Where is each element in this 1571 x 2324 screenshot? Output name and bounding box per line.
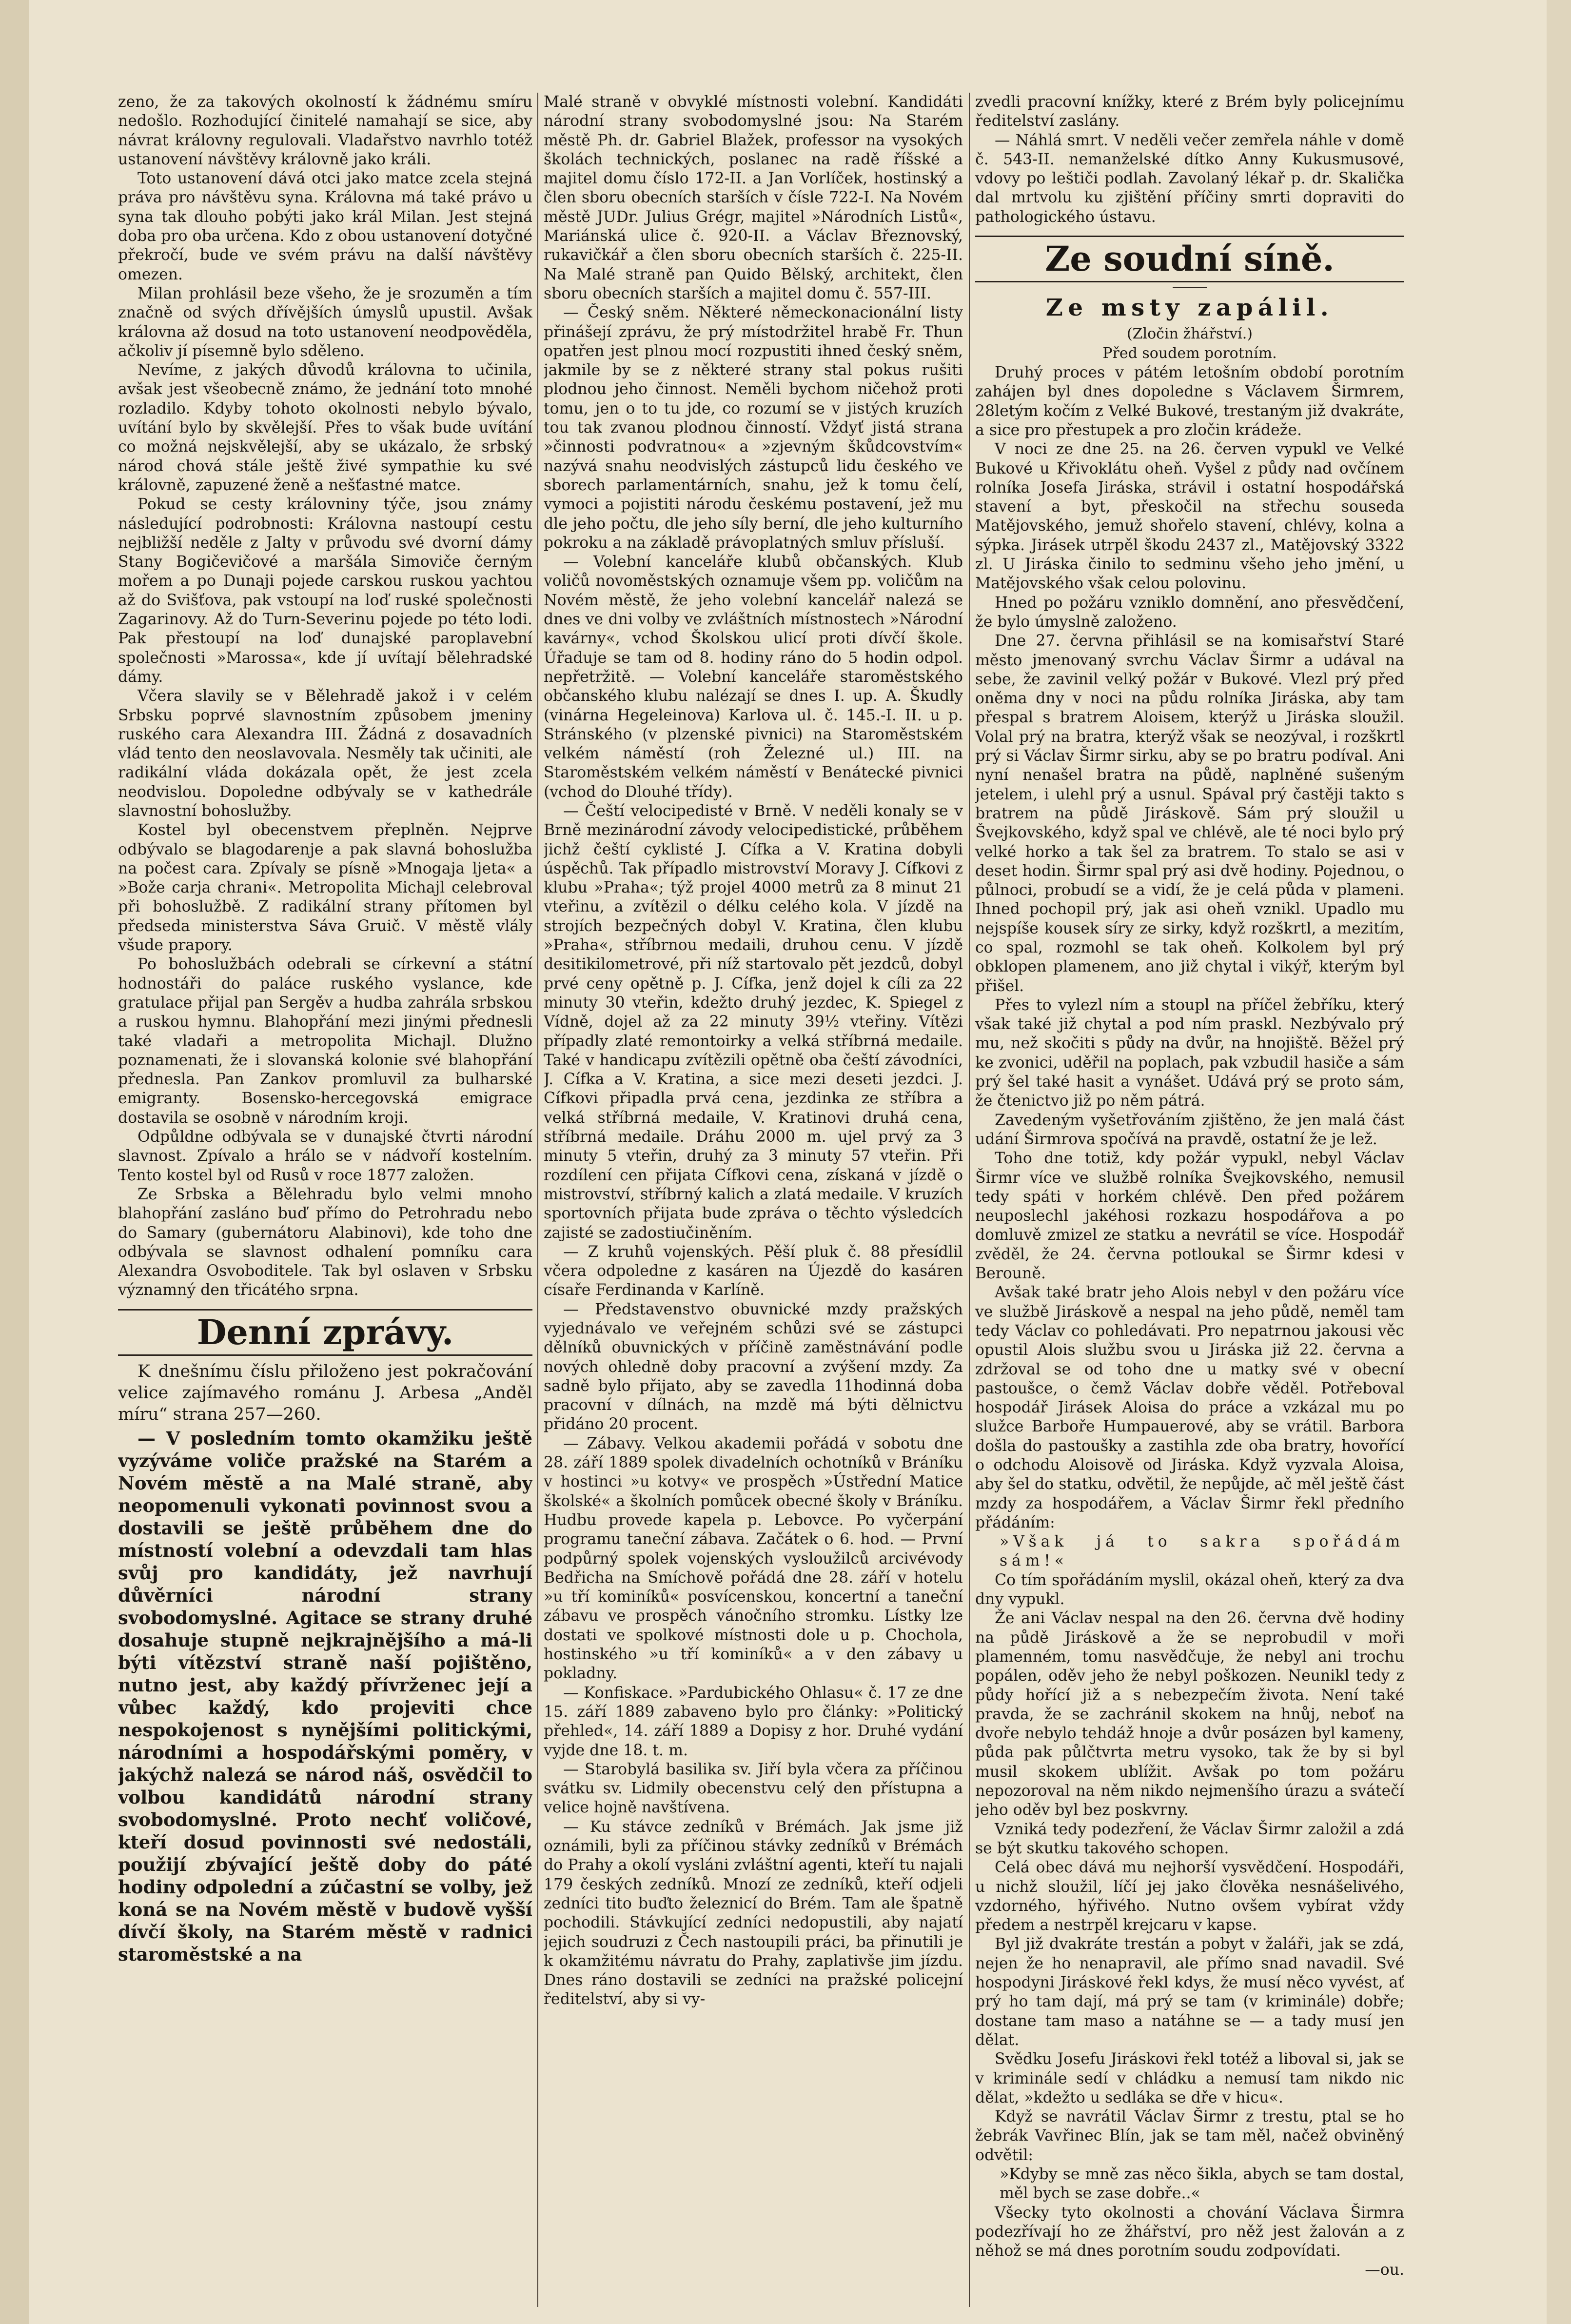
paragraph: Nevíme, z jakých důvodů královna to učinila, avšak jest všeobecně známo, že jednání toto mnohé rozladilo. Kdyby tohoto okolnosti nebylo bývalo, uvítání bylo by skvělejší. Přes to však bude uvítání co možná nejskvělejší, aby se ukázalo, že srbský národ chová stále ještě živé sympathie ku své královně, zapuzené ženě a nešťastné matce. xyxy=(118,361,532,494)
paragraph: Svědku Josefu Jiráskovi řekl totéž a liboval si, jak se v kriminále sedí v chládku a nemusí tam nikdo nic dělat, »kdežto u sedláka se dře v hicu«. xyxy=(975,2050,1404,2106)
article-title: Ze msty zapálil. xyxy=(1045,294,1334,322)
news-item-entertainment: — Zábavy. Velkou akademii pořádá v sobotu dne 28. září 1889 spolek divadelních ochotníků v Bráníku v hostinci »u kotvy« ve prospěch »Ústřední Matice školské« a školních pomůcek obecné školy v Bráníku. Hudbu provede kapela p. Lebovce. Po vyčerpání programu taneční zábava. Začátek o 6. hod. — První podpůrný spolek vojenských vysloužilců arcivévody Bedřicha na Smíchově pořádá dne 28. září v hotelu »u tří kominíků« posvícenskou, koncertní a taneční zábavu ve prospěch vánočního stromku. Lístky lze dostati ve spolkové místnosti dole u p. Chochola, hostinského »u tří kominíků« a v den zábavy u pokladny. xyxy=(544,1434,963,1683)
paragraph: Po bohoslužbách odebrali se církevní a státní hodnostáři do paláce ruského vyslance, kde gratulace přijal pan Sergěv a hudba zahrála srbskou a ruskou hymnu. Blahopřání mezi jinými přednesli také vladaři a metropolita Michajl. Dlužno poznamenati, že i slovanská kolonie své blahopřání přednesla. Pan Zankov promluvil za bulharské emigranty. Bosensko-hercegovská emigrace dostavila se osobně v národním kroji. xyxy=(118,955,532,1127)
paragraph: Druhý proces v pátém letošním období porotním zahájen byl dnes dopoledne s Václavem Širmrem, 28letým kočím z Velké Bukové, trestaným již dvakráte, a sice pro přestupek a pro zločin krádeže. xyxy=(975,364,1404,439)
paragraph: Toto ustanovení dává otci jako matce zcela stejná práva pro návštěvu syna. Královna má také právo u syna tak dlouho pobýti jako král Milan. Jest stejná doba pro oba určena. Kdo z obou ustanovení dotyčné překročí, bude ve svém právu na další návštěvy omezen. xyxy=(118,170,532,283)
separator xyxy=(1173,287,1207,288)
section-title: Denní zprávy. xyxy=(196,1311,454,1352)
paragraph: Kostel byl obecenstvem přeplněn. Nejprve odbývalo se blagodarenje a pak slavná bohoslužba na počest cara. Zpívaly se písně »Mnogaja ljeta« a »Bože carja chrani«. Metropolita Michajl celebroval při bohoslužbě. Z radikální strany přítomen byl předseda ministerstva Sáva Gruič. V městě vlály všude prapory. xyxy=(118,821,532,954)
news-item-shoemakers: — Představenstvo obuvnické mzdy pražských vyjednávalo ve veřejném schůzi své se zástupci dělníků obuvnických v příčině zaměstnávání podle nových ohledně doby pracovní a zvýšení mzdy. Za sadně bylo přijato, aby se zavedla 11hodinná doba pracovní v dílnách, na mzdě má býti dělnictvu přidáno 20 procent. xyxy=(544,1300,963,1433)
paragraph: Všecky tyto okolnosti a chování Václava Širmra podezřívají ho ze žhářství, pro něž jest žalován a z něhož se má dnes porotním soudu zodpovídati. xyxy=(975,2204,1404,2260)
article-subtitle: (Zločin žhářství.) xyxy=(1126,325,1253,343)
paragraph: zvedli pracovní knížky, které z Brém byly policejnímu ředitelství zaslány. xyxy=(975,93,1404,130)
news-item-czech-diet: — Český sněm. Některé německonacionální listy přinášejí zprávu, že prý místodržitel hrabě Fr. Thun opatřen jest plnou mocí rozpustiti ihned český sněm, jakmile by se z některé strany stal pokus rušiti plodnou jeho činnost. Neměli bychom ničehož proti tomu, jen o to tu jde, co rozumí se v jistých kruzích tou tak zvanou plodnou činností. Vždyť jistá strana »činnosti podvratnou« a »zjevným škůdcovstvím« nazývá snahu neodvislých zástupců lidu českého ve sborech parlamentárních, snahu, jež k tomu čelí, vymoci a pojistiti národu českému postavení, jež mu dle jeho počtu, dle jeho síly berní, dle jeho kulturního pokroku a na základě právoplatných smluv přísluší. xyxy=(544,304,963,552)
paragraph: Odpůldne odbývala se v dunajské čtvrti národní slavnost. Zpívalo a hrálo se v nádvoří kostelním. Tento kostel byl od Rusů v roce 1877 založen. xyxy=(118,1128,532,1184)
page-edge-right xyxy=(1547,0,1571,2324)
column-rule xyxy=(537,93,538,2307)
section-header-daily-news xyxy=(118,1309,532,1356)
section-rule xyxy=(975,281,1404,282)
paragraph: Když se navrátil Václav Širmr z trestu, ptal se ho žebrák Vavřinec Blín, jak se tam měl, načež obviněný odvětil: xyxy=(975,2108,1404,2164)
quote: »Kdyby se mně zas něco šikla, abych se tam dostal, měl bych se zase dobře..« xyxy=(1000,2165,1404,2203)
column-3 xyxy=(975,93,1404,2307)
page-edge-left xyxy=(0,0,29,2324)
section-title: Ze soudní síně. xyxy=(1045,238,1335,279)
column-1 xyxy=(118,93,532,2307)
paragraph: Avšak také bratr jeho Alois nebyl v den požáru více ve službě Jiráskově a nespal na jeho půdě, neměl tam tedy Václav co pohledávati. Pro nepatrnou jakousi věc opustil Alois službu svou u Jiráska již 22. června a zdržoval se od toho dne u matky své v obecní pastoušce, o čemž Václav dobře věděl. Potřeboval hospodář Jirásek Aloisa do práce a vzkázal mu po služce Barboře Humpauerové, aby se vrátil. Barbora došla do pastoušky a zastihla zde oba bratry, hovořící o odchodu Aloisově od Jiráska. Když vyzvala Aloisa, aby šel do statku, odvětil, že nepůjde, ač měl ještě část mzdy za hospodářem, a Václav Širmr řekl předního přádáním: xyxy=(975,1284,1404,1531)
paragraph: Přes to vylezl ním a stoupl na příčel žebříku, který však také již chytal a pod ním praskl. Nezbývalo prý mu, než skočiti s půdy na dvůr, na hnojiště. Běžel prý ke zvonici, uděřil na poplach, pak vzbudil hasiče a sám prý šel také hasit a vynášet. Udává prý se proto sám, že čtenictvo již po něm pátrá. xyxy=(975,996,1404,1110)
paragraph: Toho dne totiž, kdy požár vypukl, nebyl Václav Širmr více ve službě rolníka Švejkovského, nemusil tedy spáti v horkém chlévě. Den před požárem neuposlechl jakéhosi rozkazu hospodářova a po domluvě zmizel ze statku a nevrátil se více. Hospodář zvěděl, že 24. června potloukal se Širmr kdesi v Berouně. xyxy=(975,1150,1404,1283)
news-item-cyclists: — Čeští velocipedisté v Brně. V neděli konaly se v Brně mezinárodní závody velocipedistické, průběhem jichž čeští cyklisté J. Cífka a V. Kratina dobyli úspěchů. Tak případlo mistrovství Moravy J. Cífkovi z klubu »Praha«; týž projel 4000 metrů za 8 minut 21 vteřinu, a zvítězil o délku celého kola. V jízdě na strojích bezpečných dobyl V. Kratina, člen klubu »Praha«, stříbrnou medaili, druhou cenu. V jízdě desitikilometrové, při níž startovalo pět jezdců, dobyl prvé ceny opětně p. J. Cífka, jenž dojel k cíli za 22 minuty 30 vteřin, kdežto druhý jezdec, K. Spiegel z Vídně, dojel až za 22 minuty 39½ vteřiny. Vítězi případly zlaté remontoirky a velká stříbrná medaile. Také v handicapu zvítězili opětně oba čeští závodníci, J. Cífka a V. Kratina, a sice mezi deseti jezdci. J. Cífkovi připadla prvá cena, jezdinka ze stříbra a velká stříbrná medaile, V. Kratinovi druhá cena, stříbrná medaile. Dráhu 2000 m. ujel prvý za 3 minuty 5 vteřin, druhý za 3 minuty 57 vteřin. Při rozdílení cen přijata Cífkovi cena, získaná v jízdě o mistrovství, stříbrný kalich a zlatá medaile. V kruzích sportovních přijata bude zpráva o těchto výsledcích zajisté se zadostiučiněním. xyxy=(544,802,963,1242)
paragraph: Dne 27. června přihlásil se na komisařství Staré město jmenovaný svrchu Václav Širmr a udával na sebe, že zavinil velký požár v Bukové. Vlezl prý před oněma dny v noci na půdu rolníka Jiráska, aby tam přespal s bratrem Aloisem, kterýž u Jiráska sloužil. Volal prý na bratra, kterýž však se neozýval, i rozškrtl prý si Václav Širmr sirku, aby se po bratru podíval. Ani nyní nenašel bratra na půdě, naplněné sušeným jetelem, i ulehl prý a usnul. Spával prý častěji takto s bratrem na půdě Jiráskově. Sám prý sloužil u Švejkovského, když spal ve chlévě, ale té noci bylo prý velké horko a tak šel za bratrem. To stalo se asi v deset hodin. Širmr spal prý asi dvě hodiny. Pojednou, o půlnoci, probudí se a vidí, že je celá půda v plameni. Ihned pochopil prý, jak asi oheň vznikl. Upadlo mu nejspíše kousek síry ze sirky, když rozškrtl, a mezitím, co spal, rozmohl se tak oheň. Kolkolem byl prý obklopen plamenem, ano již chytal i vikýř, kterým byl přišel. xyxy=(975,632,1404,995)
paragraph: Pokud se cesty královniny týče, jsou známy následující podrobnosti: Královna nastoupí cestu nejbližší neděle z Jalty v průvodu své dvorní dámy Stany Bogičevičové a maršála Simoviče černým mořem a po Dunaji pojede carskou ruskou yachtou až do Svišťova, pak vstoupí na loď ruské společnosti Zagarinovy. Až do Turn-Severinu pojede po této lodi. Pak přestoupí na loď dunajské paroplavební společnosti »Marossa«, kde jí uvítají bělehradské dámy. xyxy=(118,496,532,686)
news-item-confiscation: — Konfiskace. »Pardubického Ohlasu« č. 17 ze dne 15. září 1889 zabaveno bylo pro články: »Politický přehled«, 14. září 1889 a Dopisy z hor. Druhé vydání vyjde dne 18. t. m. xyxy=(544,1684,963,1759)
paragraph: Vzniká tedy podezření, že Václav Širmr založil a zdá se být skutku takového schopen. xyxy=(975,1820,1404,1857)
paragraph: Co tím spořádáním myslil, okázal oheň, který za dva dny vypukl. xyxy=(975,1571,1404,1609)
paragraph: Zavedeným vyšetřováním zjištěno, že jen malá část udání Širmrova spočívá na pravdě, ostatní že je lež. xyxy=(975,1111,1404,1148)
article-subtitle: Před soudem porotním. xyxy=(1102,345,1277,362)
column-2 xyxy=(544,93,963,2307)
election-appeal: — V posledním tomto okamžiku ještě vyzýváme voliče pražské na Starém a Novém městě a na Malé straně, aby neopomenuli vykonati povinnost svou a dostavili se ještě průběhem dne do místností volební a odevzdali tam hlas svůj pro kandidáty, jež navrhují důvěrníci národní strany svobodomyslné. Agitace se strany druhé dosahuje stupně nejkrajnějšího a má-li býti vítězství straně naší pojištěno, nutno jest, aby každý přívrženec její a vůbec každý, kdo projeviti chce nespokojenost s nynějšími politickými, národními a hospodářskými poměry, v jakýchž nalezá se národ náš, osvědčil to volbou kandidátů národní strany svobodomyslné. Proto nechť voličové, kteří dosud povinnosti své nedostáli, použijí zbývající ještě doby do páté hodiny odpolední a zúčastní se volby, jež koná se na Novém městě v budově vyšší dívčí školy, na Starém městě v radnici staroměstské a na xyxy=(118,1427,532,1965)
paragraph: Byl již dvakráte trestán a pobyt v žaláři, jak se zdá, nejen že ho nenapravil, ale přímo snad navadil. Své hospodyni Jiráskové řekl kdys, že musí něco vyvést, ať prý ho tam dají, má prý se tam (v kriminále) dobře; dostane tam maso a natáhne se — a tady musí jen dělat. xyxy=(975,1935,1404,2049)
paragraph: Že ani Václav nespal na den 26. června dvě hodiny na půdě Jiráskově a že se neprobudil v moři plamenném, tomu nasvědčuje, že nebyl ani trochu popálen, oděv jeho že nebyl poškozen. Neunikl tedy z půdy hořící již a s nebezpečím života. Není také pravda, že se zachránil skokem na hnůj, neboť na dvoře nebylo tehdáž hnoje a dvůr posázen byl kameny, půda pak půlčtvrta metru vysoko, tak že by si byl musil skokem ublížit. Avšak po tom požáru nepozoroval na něm nikdo nejmenšího úrazu a svátečí jeho oděv byl bez poskvrny. xyxy=(975,1609,1404,1819)
paragraph: Milan prohlásil beze všeho, že je srozuměn a tím značně od svých dřívějších úmyslů upustil. Avšak královna až dosud na toto ustanovení neodpověděla, ačkoliv jí písemně bylo sděleno. xyxy=(118,284,532,360)
paragraph: Včera slavily se v Bělehradě jakož i v celém Srbsku poprvé slavnostním způsobem jmeniny ruského cara Alexandra III. Žádná z dosavadních vlád tento den neoslavovala. Nesměly tak učiniti, ale radikální vláda dokázala opět, že jest zcela neodvislou. Dopoledne odbývaly se v kathedrále slavnostní bohoslužby. xyxy=(118,687,532,820)
paragraph: zeno, že za takových okolností k žádnému smíru nedošlo. Rozhodující činitelé namahají se sice, aby návrat královny regulovali. Vladařstvo navrhlo totéž ustanovení návštěvy královně jako králi. xyxy=(118,93,532,168)
author-signature: —ou. xyxy=(1365,2261,1404,2279)
paragraph: V noci ze dne 25. na 26. červen vypukl ve Velké Bukové u Křivoklátu oheň. Vyšel z půdy nad ovčínem rolníka Josefa Jiráska, strávil i ostatní hospodářská stavení a byt, přeskočil na střechu souseda Matějovského, jemuž shořelo stavení, chlévy, kolna a sýpka. Jirásek utrpěl škodu 2437 zl., Matějovský 3322 zl. U Jiráska činilo to sedminu všeho jeho jmění, u Matějovského však celou polovinu. xyxy=(975,440,1404,593)
news-item-strike: — Ku stávce zedníků v Brémách. Jak jsme již oznámili, byli za příčinou stávky zedníků v Brémách do Prahy a okolí vysláni zvláštní agenti, kteří tu najali 179 českých zedníků. Mnozí ze zedníků, kteří odjeli zedníci tito buďto železnicí do Brém. Tam ale špatně pochodili. Stávkující zedníci nedopustili, aby najatí jejich soudruzi z Čech nastoupili práci, ba přinutili je k okamžitému návratu do Prahy, zaplativše jim jízdu. Dnes ráno dostavili se zedníci na pražské policejní ředitelství, aby si vy- xyxy=(544,1818,963,2008)
supplement-notice: K dnešnímu číslu přiloženo jest pokračování velice zajímavého románu J. Arbesa „Anděl míru“ strana 257—260. xyxy=(118,1361,532,1424)
section-rule xyxy=(118,1354,532,1356)
quote: »Však já to sakra spořádám sám!« xyxy=(1000,1533,1404,1570)
section-header-court xyxy=(975,236,1404,282)
paragraph: Celá obec dává mu nejhorší vysvědčení. Hospodáři, u nichž sloužil, líčí jej jako člověka nesnášelivého, vzdorného, hýřivého. Nutno ovšem vybírat vždy předem a nestrpěl krejcaru v kapse. xyxy=(975,1859,1404,1934)
paragraph: Hned po požáru vzniklo domnění, ano přesvědčení, že bylo úmyslně založeno. xyxy=(975,594,1404,631)
news-item-electoral-offices: — Volební kanceláře klubů občanských. Klub voličů novoměstských oznamuje všem pp. voličům na Novém městě, že jeho volební kancelář nalezá se dnes ve dni volby ve zvláštních místnostech »Národní kavárny«, vchod Školskou ulicí proti dívčí škole. Úřaduje se tam od 8. hodiny ráno do 5 hodin odpol. nepřetržitě. — Volební kanceláře staroměstského občanského klubu nalézají se dnes I. up. A. Škudly (vinárna Hegeleinova) Karlova ul. č. 145.-I. II. u p. Stránského (v plzenské pivnici) na Staroměstském velkém náměstí (roh Železné ul.) III. na Staroměstském velkém náměstí v Benátecké pivnici (vchod do Dlouhé třídy). xyxy=(544,553,963,801)
news-item-military: — Z kruhů vojenských. Pěší pluk č. 88 přesídlil včera odpoledne z kasáren na Újezdě do kasáren císaře Ferdinanda v Karlíně. xyxy=(544,1243,963,1299)
news-item-basilica: — Starobylá basilika sv. Jiří byla včera za příčinou svátku sv. Lidmily obecenstvu celý den přístupna a velice hojně navštívena. xyxy=(544,1760,963,1817)
paragraph: Ze Srbska a Bělehradu bylo velmi mnoho blahopřání zasláno buď přímo do Petrohradu nebo do Samary (gubernátoru Alabinovi), kde toho dne odbývala se slavnost odhalení pomníku cara Alexandra Osvoboditele. Tak byl oslaven v Srbsku významný den třicátého srpna. xyxy=(118,1185,532,1299)
column-rule xyxy=(969,93,970,2307)
paragraph: Malé straně v obvyklé místnosti volební. Kandidáti národní strany svobodomyslné jsou: Na Starém městě Ph. dr. Gabriel Blažek, professor na vysokých školách technických, poslanec na radě říšské a majitel domu číslo 172-II. a Jan Vorlíček, hostinský a člen sboru obecních starších v čísle 722-I. Na Novém městě JUDr. Julius Grégr, majitel »Národních Listů«, Mariánská ulice č. 920-II. a Václav Březnovský, rukavičkář a člen sboru obecních starších č. 225-II. Na Malé straně pan Quido Bělský, architekt, člen sboru obecních starších a majitel domu č. 557-III. xyxy=(544,93,963,302)
news-item-sudden-death: — Náhlá smrt. V neděli večer zemřela náhle v domě č. 543-II. nemanželské dítko Anny Kukusmusové, vdovy po leštiči podlah. Zavolaný lékař p. dr. Skalička dal mrtvolu ku zjištění příčiny smrti dopraviti do pathologického ústavu. xyxy=(975,131,1404,226)
